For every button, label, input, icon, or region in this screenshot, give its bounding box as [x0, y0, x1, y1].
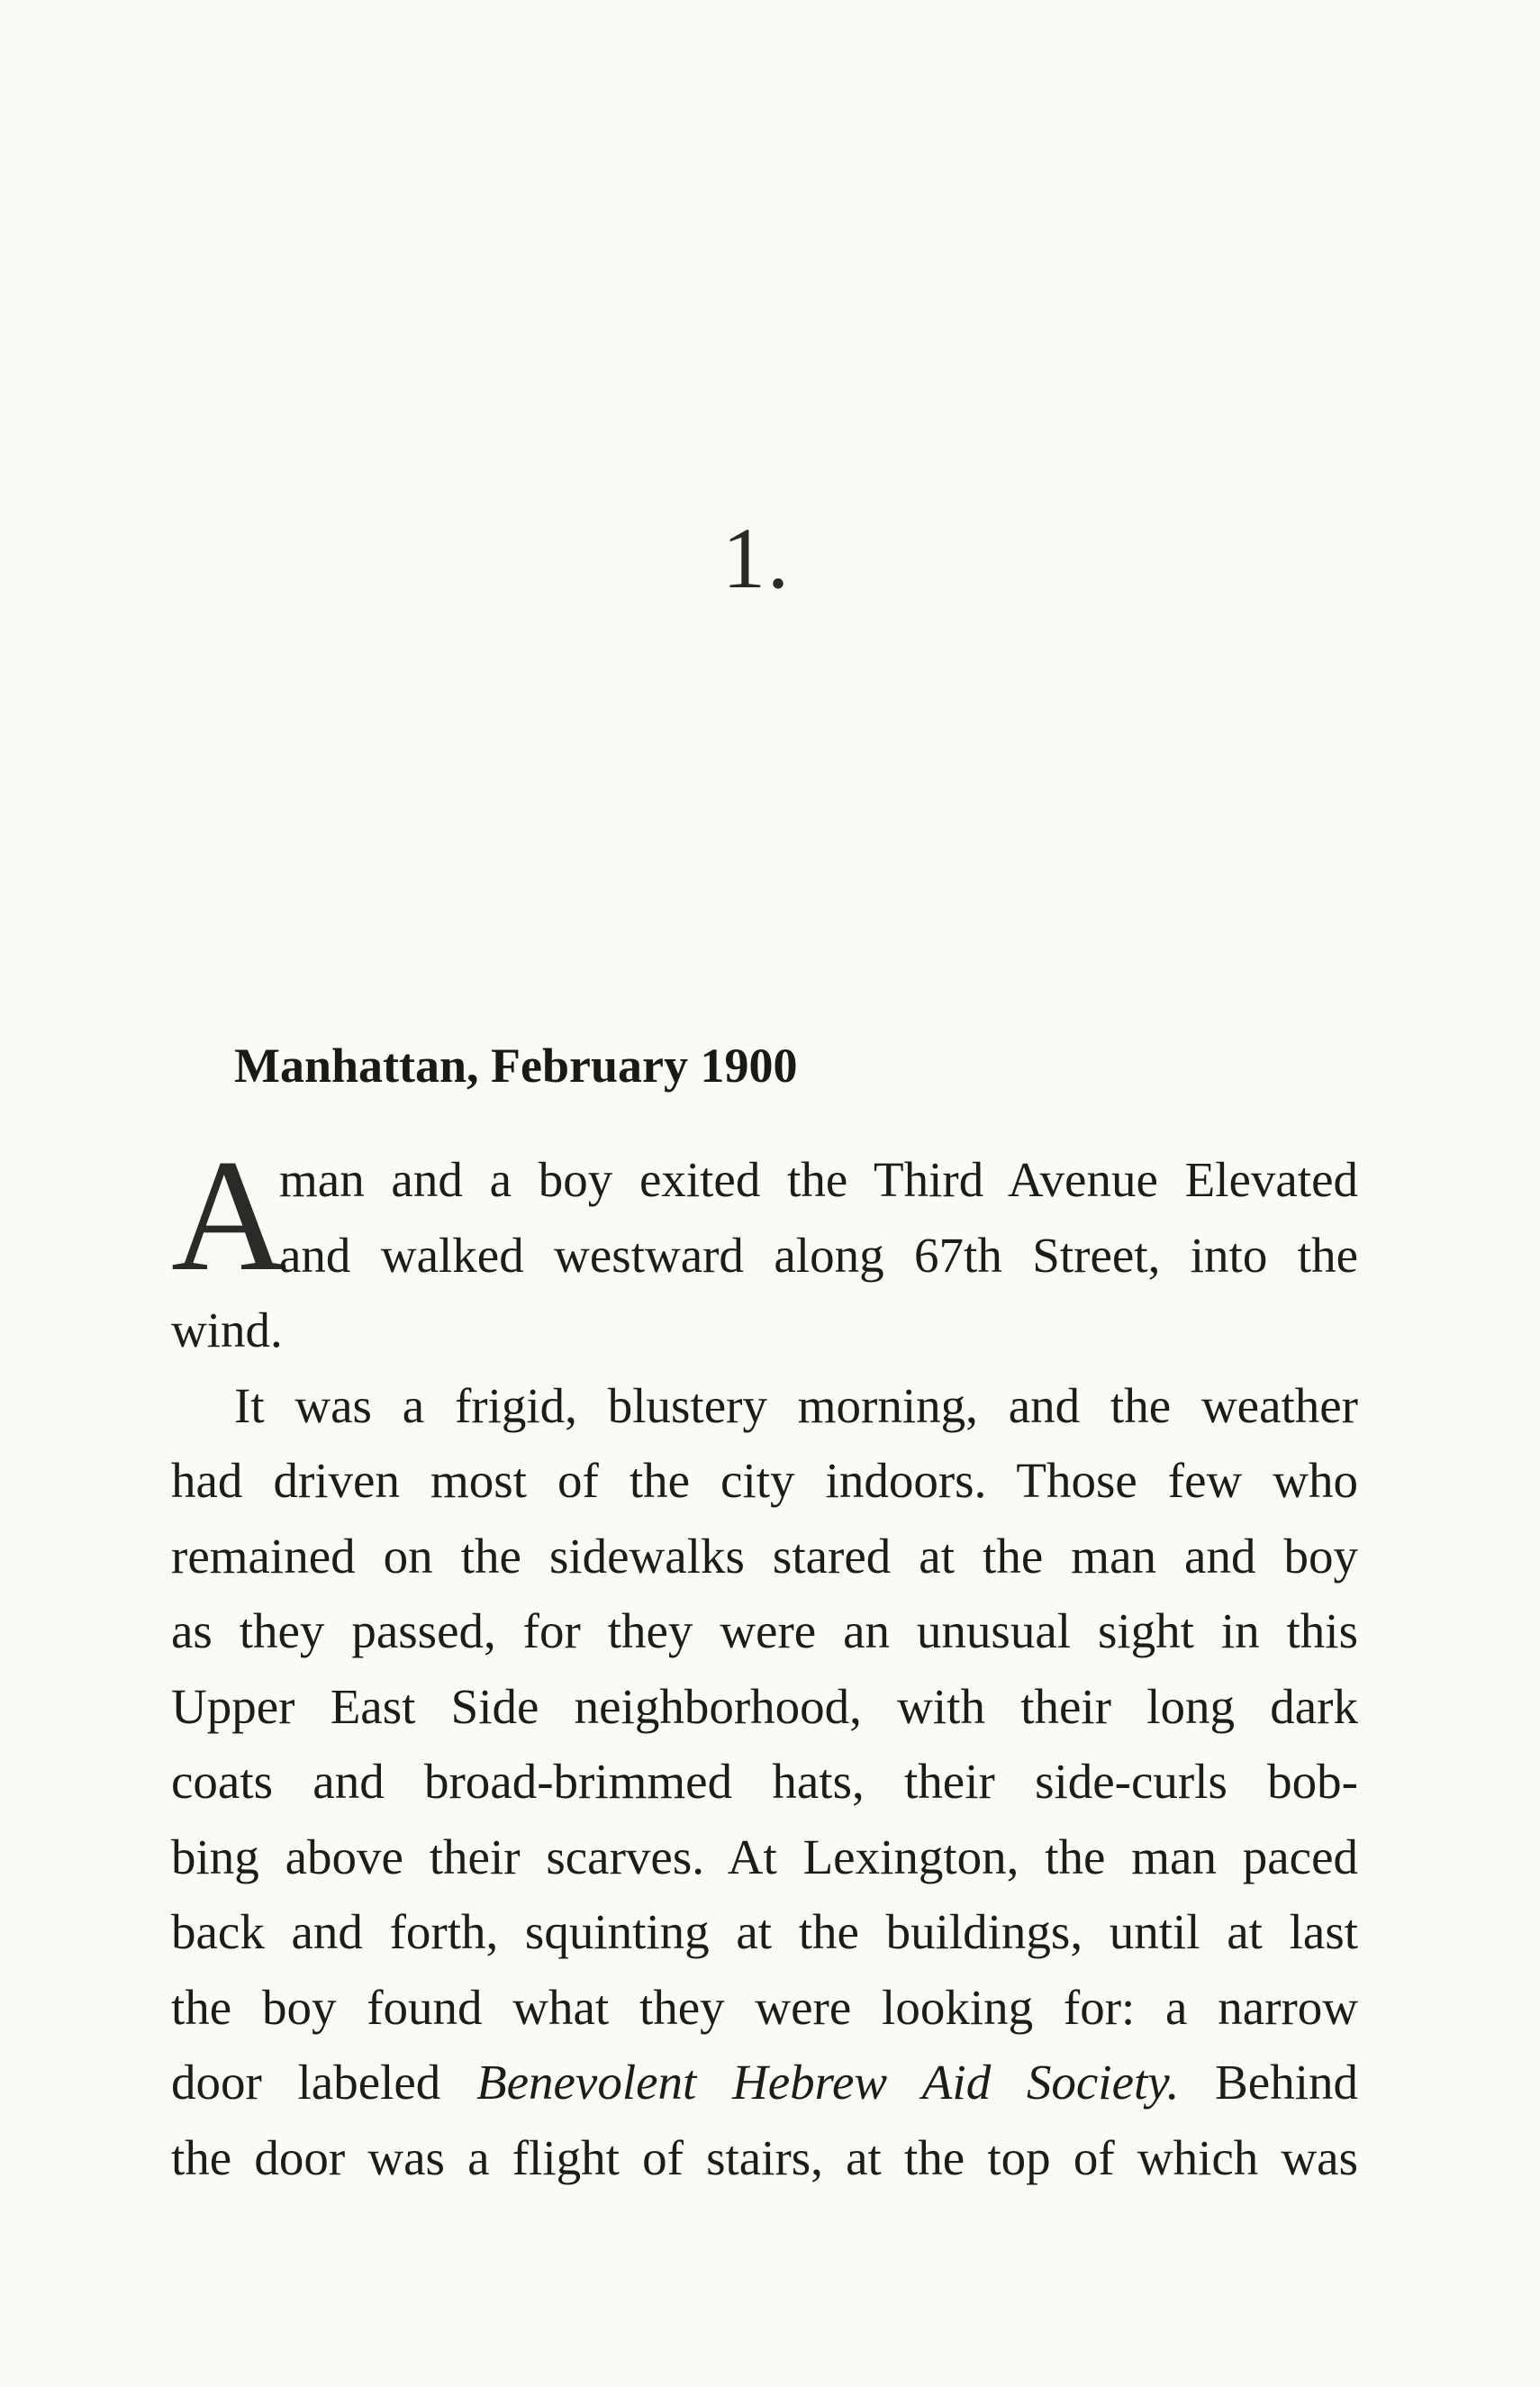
text-line: coats and broad-brimmed hats, their side-curls bob- — [171, 1754, 1358, 1809]
text-line: remained on the sidewalks stared at the man and boy — [171, 1528, 1358, 1584]
text-line-with-italic — [171, 2045, 1358, 2120]
text-line: man and a boy exited the Third Avenue Elevated — [279, 1152, 1358, 1207]
italic-society-name: Benevolent Hebrew Aid Society. — [476, 2055, 1180, 2110]
body-text — [171, 1126, 1358, 2195]
dropcap-lines — [279, 1142, 1358, 1293]
paragraph-1 — [171, 1126, 1358, 1368]
text-line: the door was a flight of stairs, at the top of which was — [171, 2129, 1358, 2185]
text-line: It was a frigid, blustery morning, and the weather — [234, 1377, 1358, 1433]
text-line: had driven most of the city indoors. Those few who — [171, 1453, 1358, 1508]
chapter-number: 1. — [722, 510, 791, 606]
text-line: the boy found what they were looking for: a narrow — [171, 1979, 1358, 2035]
dropcap-row — [171, 1126, 1358, 1304]
text-line: Upper East Side neighborhood, with their long dark — [171, 1678, 1358, 1734]
text-line: back and forth, squinting at the buildings, until at last — [171, 1904, 1358, 1959]
text-line: wind. — [171, 1302, 283, 1357]
text-line: as they passed, for they were an unusual sight in this — [171, 1603, 1358, 1658]
text-segment: door labeled — [171, 2055, 477, 2110]
text-line: bing above their scarves. At Lexington, the man paced — [171, 1829, 1358, 1884]
paragraph-2 — [171, 1368, 1358, 2196]
text-segment: Behind — [1179, 2055, 1358, 2110]
drop-cap: A — [171, 1126, 287, 1304]
text-line: and walked westward along 67th Street, into the — [279, 1227, 1358, 1283]
section-heading: Manhattan, February 1900 — [234, 1039, 798, 1093]
